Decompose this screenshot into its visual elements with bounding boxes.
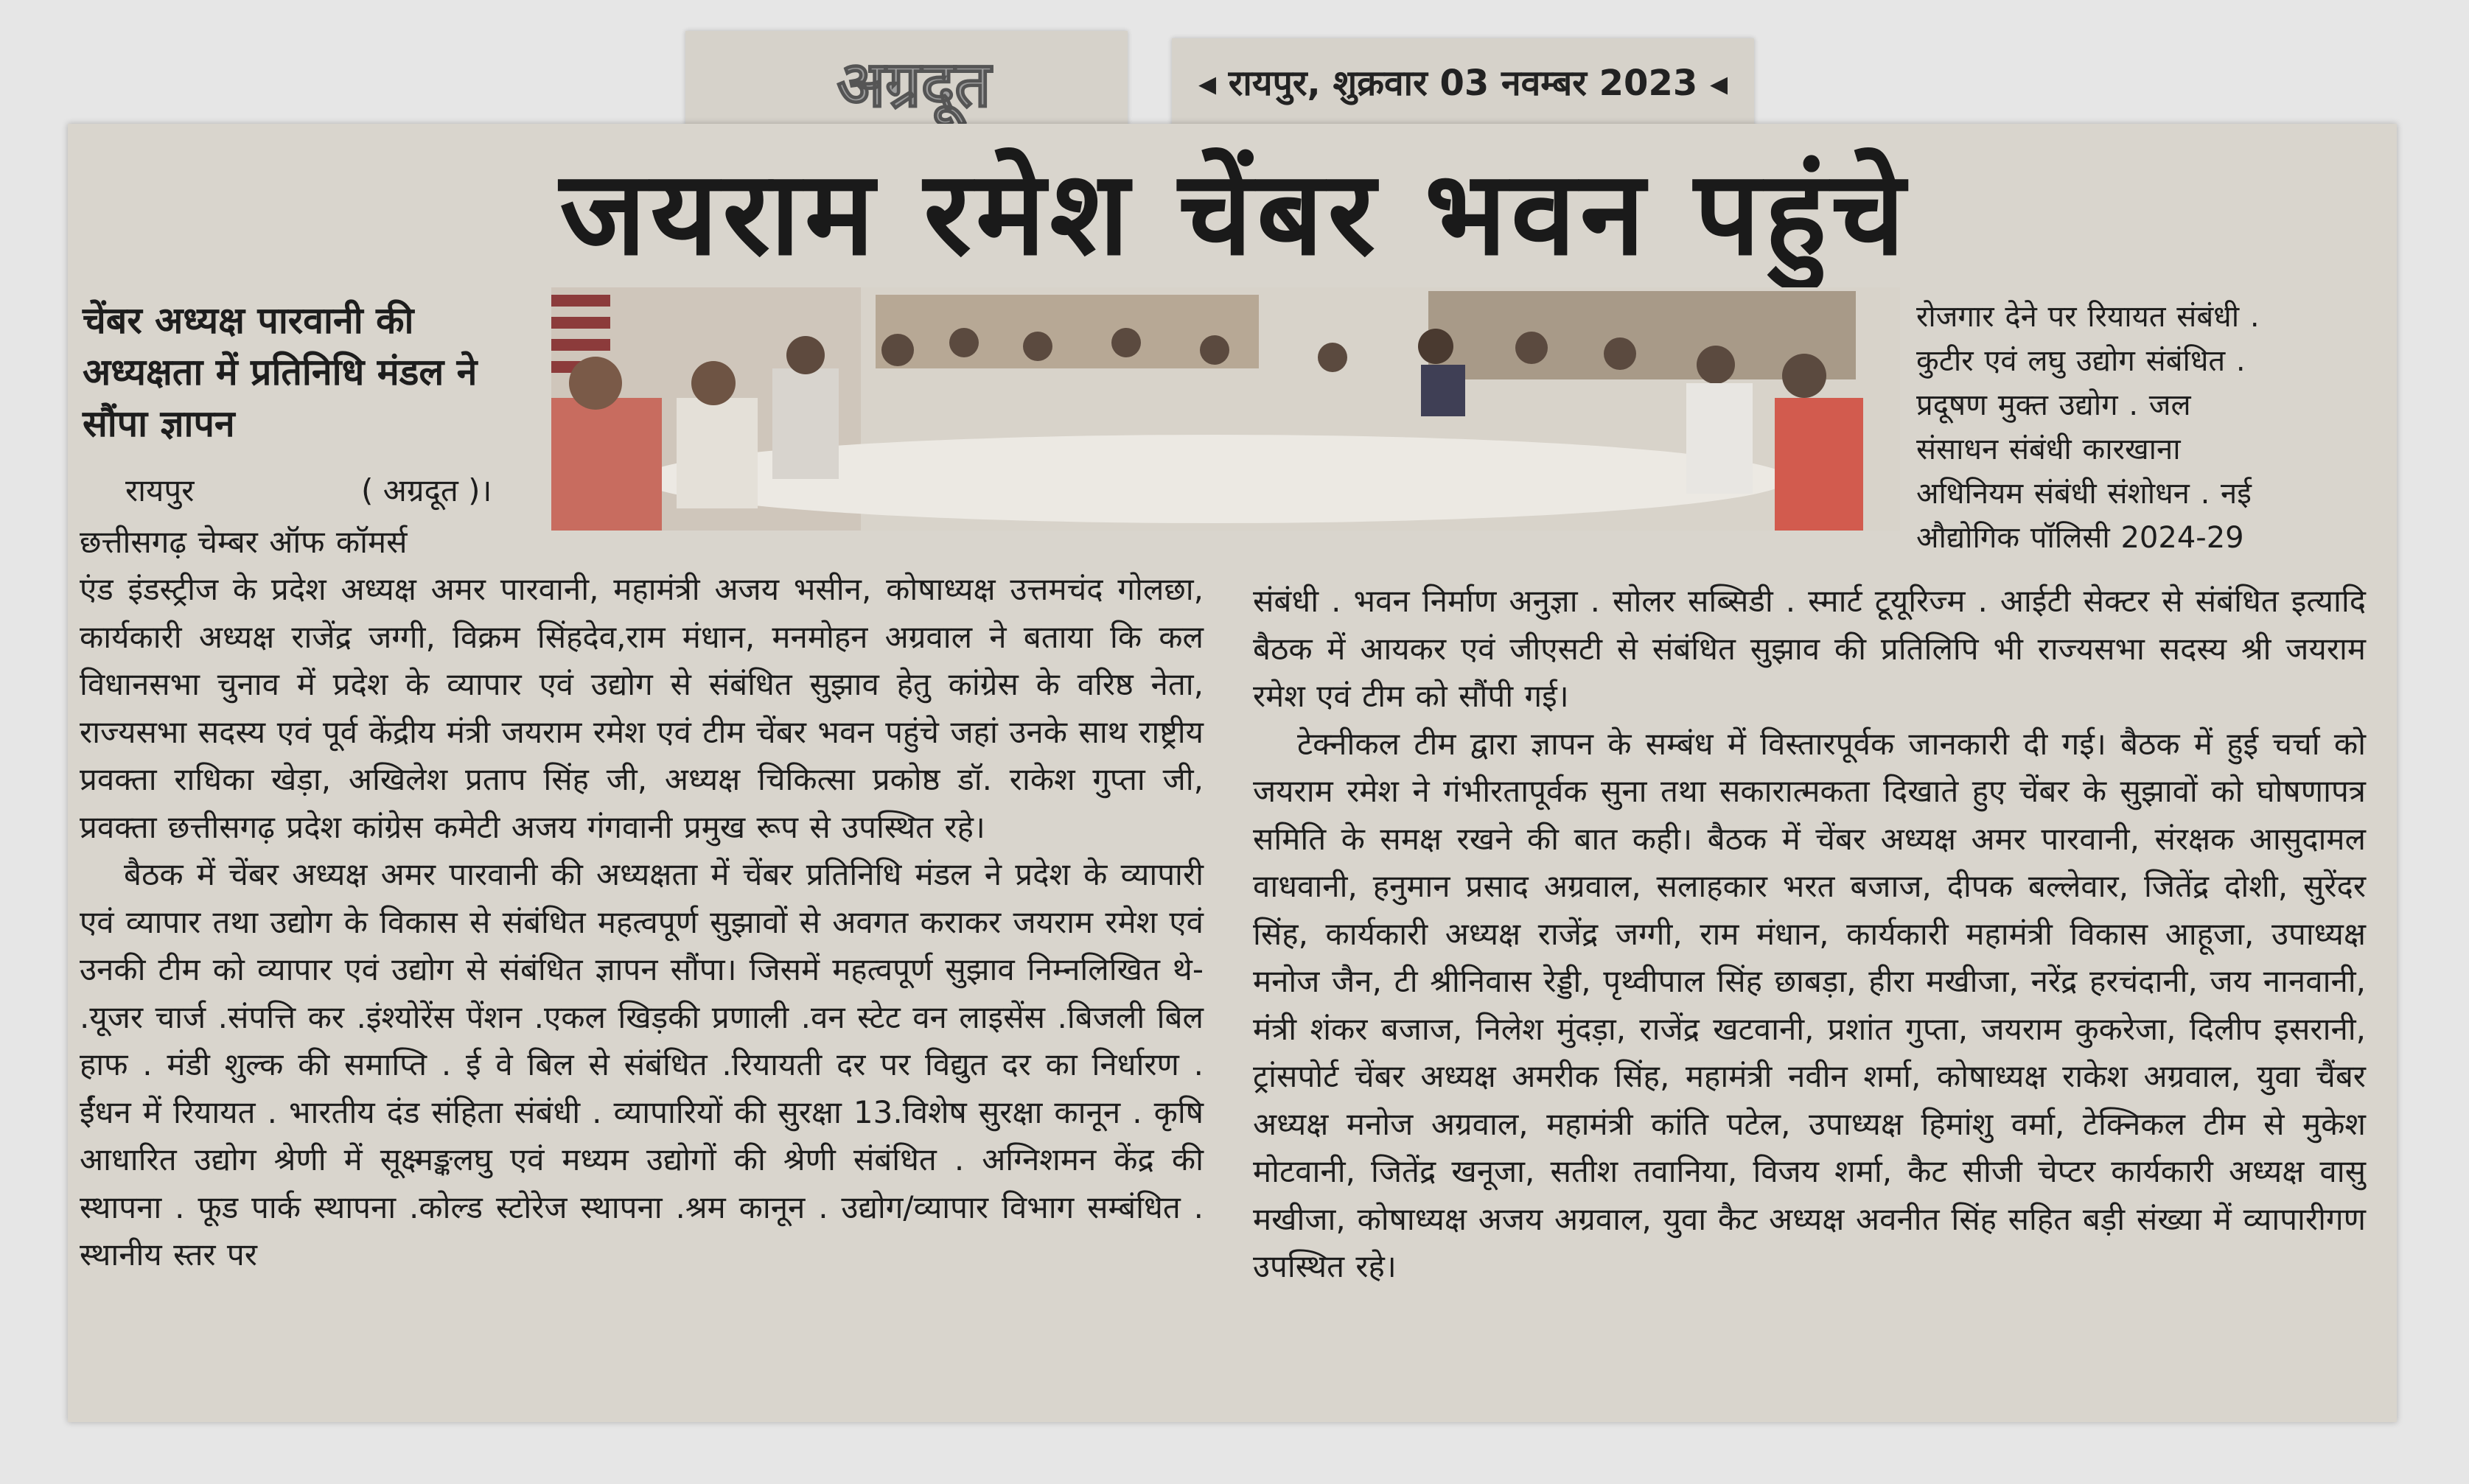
lead-fragment: छत्तीसगढ़ चेम्बर ऑफ कॉमर्स — [80, 524, 408, 560]
byline — [125, 467, 553, 514]
right-line: औद्योगिक पॉलिसी 2024-29 — [1916, 521, 2244, 555]
meeting-photo — [551, 287, 1900, 531]
right-line: कुटीर एवं लघु उद्योग संबंधित . — [1916, 344, 2246, 378]
right-line: रोजगार देने पर रियायत संबंधी . — [1916, 300, 2260, 334]
byline-source: ( अग्रदूत )। — [361, 472, 492, 508]
right-line: संसाधन संबंधी कारखाना — [1916, 433, 2181, 466]
byline-city: रायपुर — [125, 472, 195, 508]
left-column — [80, 566, 1204, 1279]
right-line: अधिनियम संबंधी संशोधन . नई — [1916, 477, 2252, 511]
paragraph-4: टेक्नीकल टीम द्वारा ज्ञापन के सम्बंध में विस्तारपूर्वक जानकारी दी गई। बैठक में हुई चर्चा को जयराम रमेश ने गंभीरतापूर्वक सुना तथा सकारात्मकता दिखाते हुए चेंबर के सुझावों को घोषणापत्र समिति के समक्ष रखने की बात कही। बैठक में चेंबर अध्यक्ष अमर पारवानी, संरक्षक आसुदामल वाधवानी, हनुमान प्रसाद अग्रवाल, सलाहकार भरत बजाज, दीपक बल्लेवार, जितेंद्र दोशी, सुरेंदर सिंह, कार्यकारी अध्यक्ष राजेंद्र जग्गी, राम मंधान, कार्यकारी महामंत्री विकास आहूजा, उपाध्यक्ष मनोज जैन, टी श्रीनिवास रेड्डी, पृथ्वीपाल सिंह छाबड़ा, हीरा मखीजा, नरेंद्र हरचंदानी, जय नानवानी, मंत्री शंकर बजाज, निलेश मुंदड़ा, राजेंद्र खटवानी, प्रशांत गुप्ता, जयराम कुकरेजा, दिलीप इसरानी, ट्रांसपोर्ट चेंबर अध्यक्ष अमरीक सिंह, महामंत्री नवीन शर्मा, कोषाध्यक्ष राकेश अग्रवाल, युवा चैंबर अध्यक्ष मनोज अग्रवाल, महामंत्री कांति पटेल, उपाध्यक्ष हिमांशु वर्मा, टेक्निकल टीम से मुकेश मोटवानी, जितेंद्र खनूजा, सतीश तवानिया, विजय शर्मा, कैट सीजी चेप्टर कार्यकारी अध्यक्ष वासु मखीजा, कोषाध्यक्ष अजय अग्रवाल, युवा कैट अध्यक्ष अवनीत सिंह सहित बड़ी संख्या में व्यापारीगण उपस्थित रहे। — [1253, 725, 2366, 1284]
right-column — [1253, 578, 2366, 1291]
subheadline: चेंबर अध्यक्ष पारवानी की अध्यक्षता में प्रतिनिधि मंडल ने सौंपा ज्ञापन — [83, 299, 478, 445]
newspaper-logo: अग्रदूत — [837, 48, 991, 122]
right-top-column — [1916, 295, 2351, 560]
right-line: प्रदूषण मुक्त उद्योग . जल — [1916, 388, 2191, 422]
paragraph-2: बैठक में चेंबर अध्यक्ष अमर पारवानी की अध्यक्षता में चेंबर प्रतिनिधि मंडल ने प्रदेश के व्यापारी एवं व्यापार तथा उद्योग के विकास से संबंधित महत्वपूर्ण सुझावों से अवगत कराकर जयराम रमेश एवं उनकी टीम को व्यापार एवं उद्योग से संबंधित ज्ञापन सौंपा। जिसमें महत्वपूर्ण सुझाव निम्नलिखित थे- .यूजर चार्ज .संपत्ति कर .इंश्योरेंस पेंशन .एकल खिड़की प्रणाली .वन स्टेट वन लाइसेंस .बिजली बिल हाफ . मंडी शुल्क की समाप्ति . ई वे बिल से संबंधित .रियायती दर पर विद्युत दर का निर्धारण . ईंधन में रियायत . भारतीय दंड संहिता संबंधी . व्यापारियों की सुरक्षा 13.विशेष सुरक्षा कानून . कृषि आधारित उद्योग श्रेणी में सूक्ष्मङ्कलघु एवं मध्यम उद्योगों की श्रेणी संबंधित . अग्निशमन केंद्र की स्थापना . फूड पार्क स्थापना .कोल्ड स्टोरेज स्थापना .श्रम कानून . उद्योग/व्यापार विभाग सम्बंधित . स्थानीय स्तर पर — [80, 856, 1204, 1273]
headline: जयराम रमेश चेंबर भवन पहुंचे — [559, 146, 1910, 281]
dateline: ◂ रायपुर, शुक्रवार 03 नवम्बर 2023 ◂ — [1198, 63, 1728, 104]
paragraph-3: संबंधी . भवन निर्माण अनुज्ञा . सोलर सब्सिडी . स्मार्ट टूयूरिज्म . आईटी सेक्टर से संबंधित इत्यादि बैठक में आयकर एवं जीएसटी से संबंधित सुझाव की प्रतिलिपि भी राज्यसभा सदस्य श्री जयराम रमेश एवं टीम को सौंपी गई। — [1253, 583, 2366, 714]
paragraph-1: एंड इंडस्ट्रीज के प्रदेश अध्यक्ष अमर पारवानी, महामंत्री अजय भसीन, कोषाध्यक्ष उत्तमचंद गोलछा, कार्यकारी अध्यक्ष राजेंद्र जग्गी, विक्रम सिंहदेव,राम मंधान, मनमोहन अग्रवाल ने बताया कि कल विधानसभा चुनाव में प्रदेश के व्यापार एवं उद्योग से संबंधित सुझाव हेतु कांग्रेस के वरिष्ठ नेता, राज्यसभा सदस्य एवं पूर्व केंद्रीय मंत्री जयराम रमेश एवं टीम चेंबर भवन पहुंचे जहां उनके साथ राष्ट्रीय प्रवक्ता राधिका खेड़ा, अखिलेश प्रताप सिंह जी, अध्यक्ष चिकित्सा प्रकोष्ठ डॉ. राकेश गुप्ता जी, प्रवक्ता छत्तीसगढ़ प्रदेश कांग्रेस कमेटी अजय गंगवानी प्रमुख रूप से उपस्थित रहे। — [80, 571, 1204, 845]
